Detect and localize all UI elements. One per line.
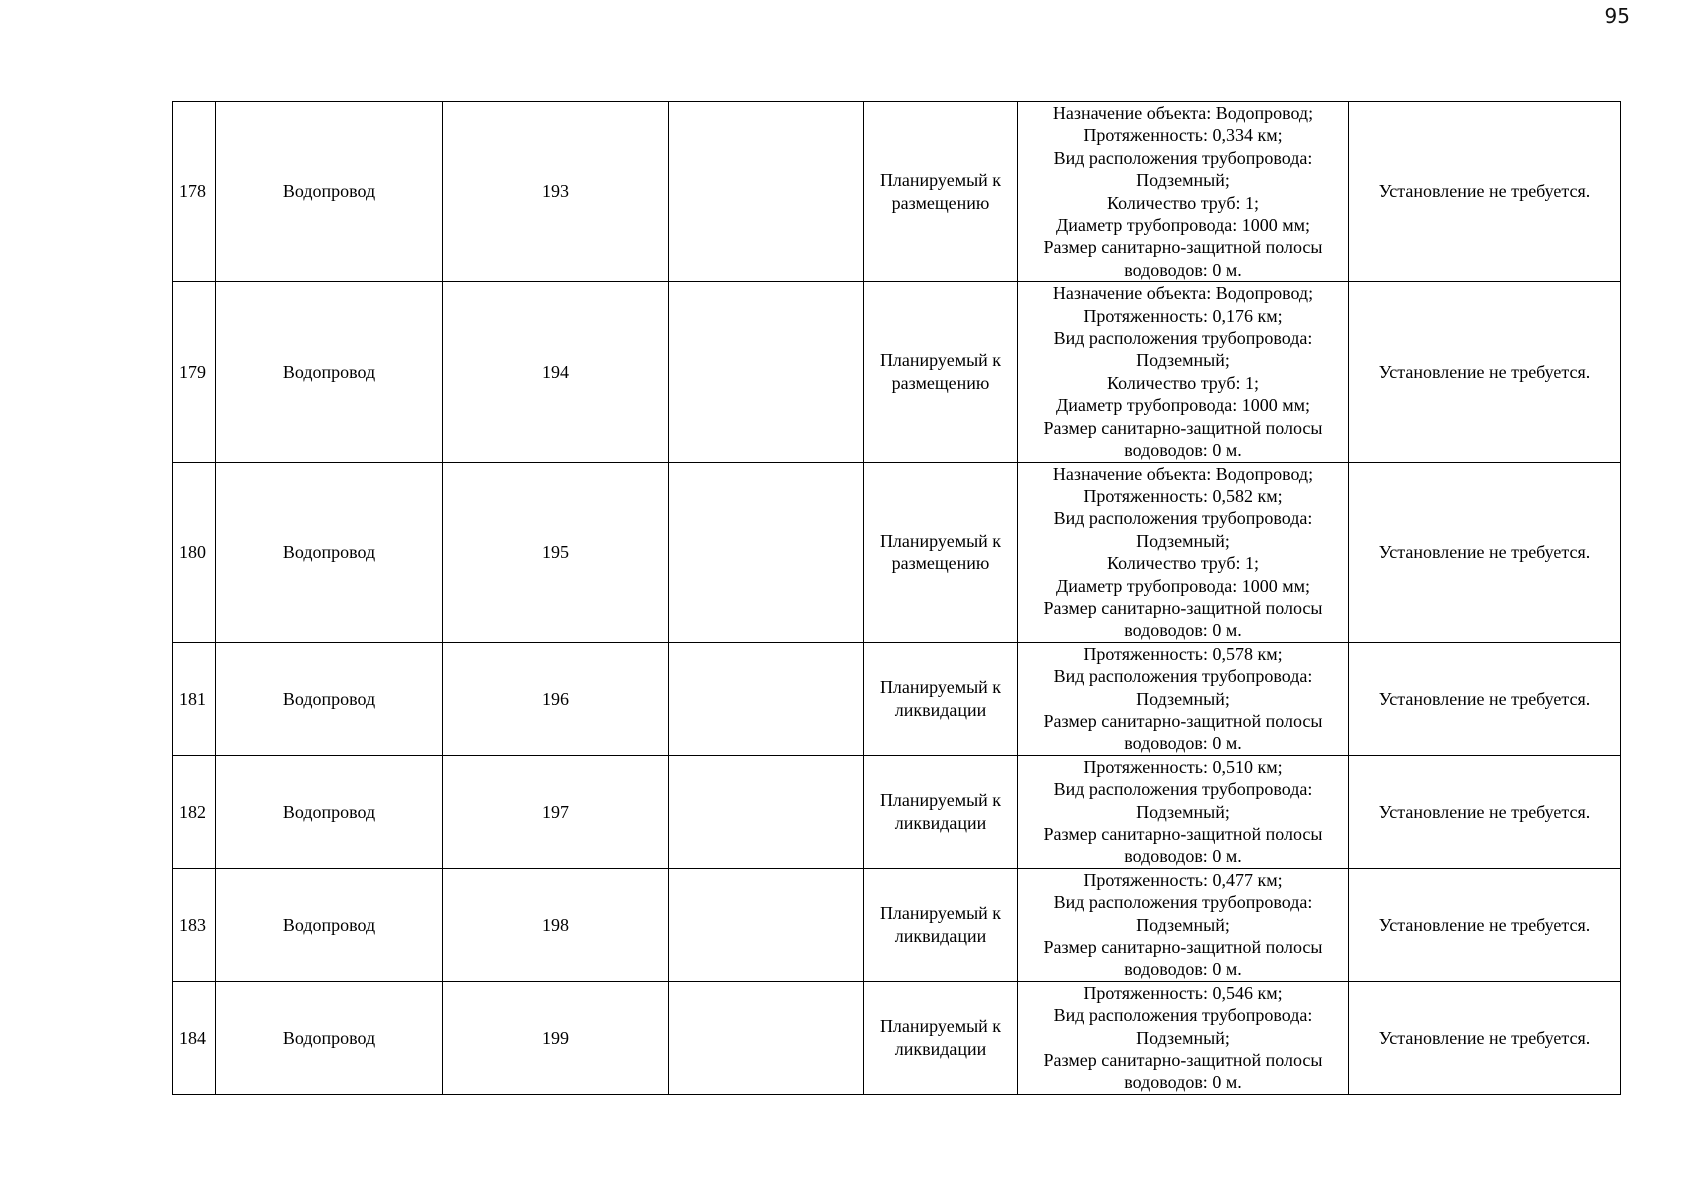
object-parameters <box>1018 642 1349 755</box>
parameter-line: водоводов: 0 м. <box>1124 440 1242 461</box>
zone-requirement: Установление не требуется. <box>1349 102 1621 282</box>
parameter-line: Подземный; <box>1136 1027 1230 1048</box>
parameter-line: Протяженность: 0,510 км; <box>1083 756 1283 777</box>
empty-cell <box>669 642 864 755</box>
status-line: размещению <box>891 553 990 574</box>
zone-requirement: Установление не требуется. <box>1349 462 1621 642</box>
status-line: Планируемый к <box>879 677 1002 698</box>
parameter-line: Вид расположения трубопровода: <box>1053 779 1313 800</box>
parameter-line: водоводов: 0 м. <box>1124 733 1242 754</box>
parameter-line: Вид расположения трубопровода: <box>1053 666 1313 687</box>
parameter-line: Подземный; <box>1136 801 1230 822</box>
parameter-line: Протяженность: 0,334 км; <box>1083 125 1283 146</box>
parameter-line: Протяженность: 0,176 км; <box>1083 305 1283 326</box>
empty-cell <box>669 981 864 1094</box>
object-parameters <box>1018 755 1349 868</box>
object-parameters <box>1018 462 1349 642</box>
parameter-line: Назначение объекта: Водопровод; <box>1052 463 1314 484</box>
parameter-line: Диаметр трубопровода: 1000 мм; <box>1055 575 1311 596</box>
parameter-line: Назначение объекта: Водопровод; <box>1052 103 1314 123</box>
parameter-line: Подземный; <box>1136 530 1230 551</box>
object-code: 197 <box>443 755 669 868</box>
parameter-line: Вид расположения трубопровода: <box>1053 508 1313 529</box>
parameter-line: Вид расположения трубопровода: <box>1053 892 1313 913</box>
parameter-line: Размер санитарно-защитной полосы <box>1043 1050 1323 1071</box>
parameter-line: Назначение объекта: Водопровод; <box>1052 283 1314 304</box>
parameter-line: Протяженность: 0,477 км; <box>1083 869 1283 890</box>
parameter-line: Вид расположения трубопровода: <box>1053 328 1313 349</box>
parameter-line: Размер санитарно-защитной полосы <box>1043 237 1323 258</box>
object-name: Водопровод <box>216 868 443 981</box>
status-line: размещению <box>891 372 990 393</box>
object-name: Водопровод <box>216 282 443 462</box>
empty-cell <box>669 462 864 642</box>
parameter-line: Вид расположения трубопровода: <box>1053 147 1313 168</box>
object-name: Водопровод <box>216 981 443 1094</box>
zone-requirement: Установление не требуется. <box>1349 755 1621 868</box>
object-code: 196 <box>443 642 669 755</box>
status-line: ликвидации <box>894 925 987 946</box>
zone-requirement: Установление не требуется. <box>1349 282 1621 462</box>
row-number: 180 <box>173 462 216 642</box>
status-line: Планируемый к <box>879 790 1002 811</box>
empty-cell <box>669 755 864 868</box>
object-code: 194 <box>443 282 669 462</box>
status-line: Планируемый к <box>879 1016 1002 1037</box>
parameter-line: Протяженность: 0,578 км; <box>1083 643 1283 664</box>
parameter-line: Диаметр трубопровода: 1000 мм; <box>1055 395 1311 416</box>
object-name: Водопровод <box>216 102 443 282</box>
parameter-line: Подземный; <box>1136 914 1230 935</box>
row-number: 182 <box>173 755 216 868</box>
object-parameters <box>1018 981 1349 1094</box>
parameter-line: Протяженность: 0,582 км; <box>1083 485 1283 506</box>
row-number: 178 <box>173 102 216 282</box>
parameter-line: Количество труб: 1; <box>1107 372 1259 393</box>
parameter-line: Подземный; <box>1136 688 1230 709</box>
parameter-line: Количество труб: 1; <box>1107 192 1259 213</box>
parameter-line: Размер санитарно-защитной полосы <box>1043 937 1323 958</box>
object-parameters <box>1018 102 1349 282</box>
table-row <box>173 462 1621 642</box>
row-number: 181 <box>173 642 216 755</box>
zone-requirement: Установление не требуется. <box>1349 642 1621 755</box>
parameter-line: водоводов: 0 м. <box>1124 620 1242 641</box>
object-parameters <box>1018 282 1349 462</box>
objects-table <box>172 101 1621 1095</box>
status-line: Планируемый к <box>879 170 1002 191</box>
status-line: размещению <box>891 192 990 213</box>
status-line: ликвидации <box>894 812 987 833</box>
object-status <box>864 102 1018 282</box>
object-name: Водопровод <box>216 462 443 642</box>
parameter-line: Вид расположения трубопровода: <box>1053 1005 1313 1026</box>
object-code: 198 <box>443 868 669 981</box>
status-line: Планируемый к <box>879 350 1002 371</box>
parameter-line: водоводов: 0 м. <box>1124 259 1242 280</box>
status-line: ликвидации <box>894 699 987 720</box>
status-line: Планируемый к <box>879 903 1002 924</box>
parameter-line: Количество труб: 1; <box>1107 553 1259 574</box>
object-code: 199 <box>443 981 669 1094</box>
parameter-line: Размер санитарно-защитной полосы <box>1043 710 1323 731</box>
empty-cell <box>669 102 864 282</box>
table-row <box>173 282 1621 462</box>
page-number: 95 <box>1604 4 1630 28</box>
parameter-line: Подземный; <box>1136 350 1230 371</box>
parameter-line: водоводов: 0 м. <box>1124 1072 1242 1093</box>
zone-requirement: Установление не требуется. <box>1349 981 1621 1094</box>
object-status <box>864 282 1018 462</box>
object-status <box>864 642 1018 755</box>
parameter-line: Подземный; <box>1136 170 1230 191</box>
status-line: ликвидации <box>894 1038 987 1059</box>
row-number: 184 <box>173 981 216 1094</box>
empty-cell <box>669 282 864 462</box>
parameter-line: водоводов: 0 м. <box>1124 846 1242 867</box>
object-status <box>864 981 1018 1094</box>
table-body <box>173 102 1621 1095</box>
status-line: Планируемый к <box>879 530 1002 551</box>
row-number: 183 <box>173 868 216 981</box>
parameter-line: Размер санитарно-защитной полосы <box>1043 824 1323 844</box>
table-row <box>173 981 1621 1094</box>
object-name: Водопровод <box>216 755 443 868</box>
table-row <box>173 755 1621 868</box>
parameter-line: Диаметр трубопровода: 1000 мм; <box>1055 215 1311 236</box>
table-row <box>173 102 1621 282</box>
parameter-line: Размер санитарно-защитной полосы <box>1043 597 1323 618</box>
object-name: Водопровод <box>216 642 443 755</box>
object-status <box>864 462 1018 642</box>
parameter-line: водоводов: 0 м. <box>1124 959 1242 980</box>
parameter-line: Размер санитарно-защитной полосы <box>1043 417 1323 438</box>
object-code: 195 <box>443 462 669 642</box>
parameter-line: Протяженность: 0,546 км; <box>1083 982 1283 1003</box>
object-status <box>864 755 1018 868</box>
object-status <box>864 868 1018 981</box>
object-parameters <box>1018 868 1349 981</box>
row-number: 179 <box>173 282 216 462</box>
object-code: 193 <box>443 102 669 282</box>
zone-requirement: Установление не требуется. <box>1349 868 1621 981</box>
empty-cell <box>669 868 864 981</box>
table-row <box>173 868 1621 981</box>
table-row <box>173 642 1621 755</box>
